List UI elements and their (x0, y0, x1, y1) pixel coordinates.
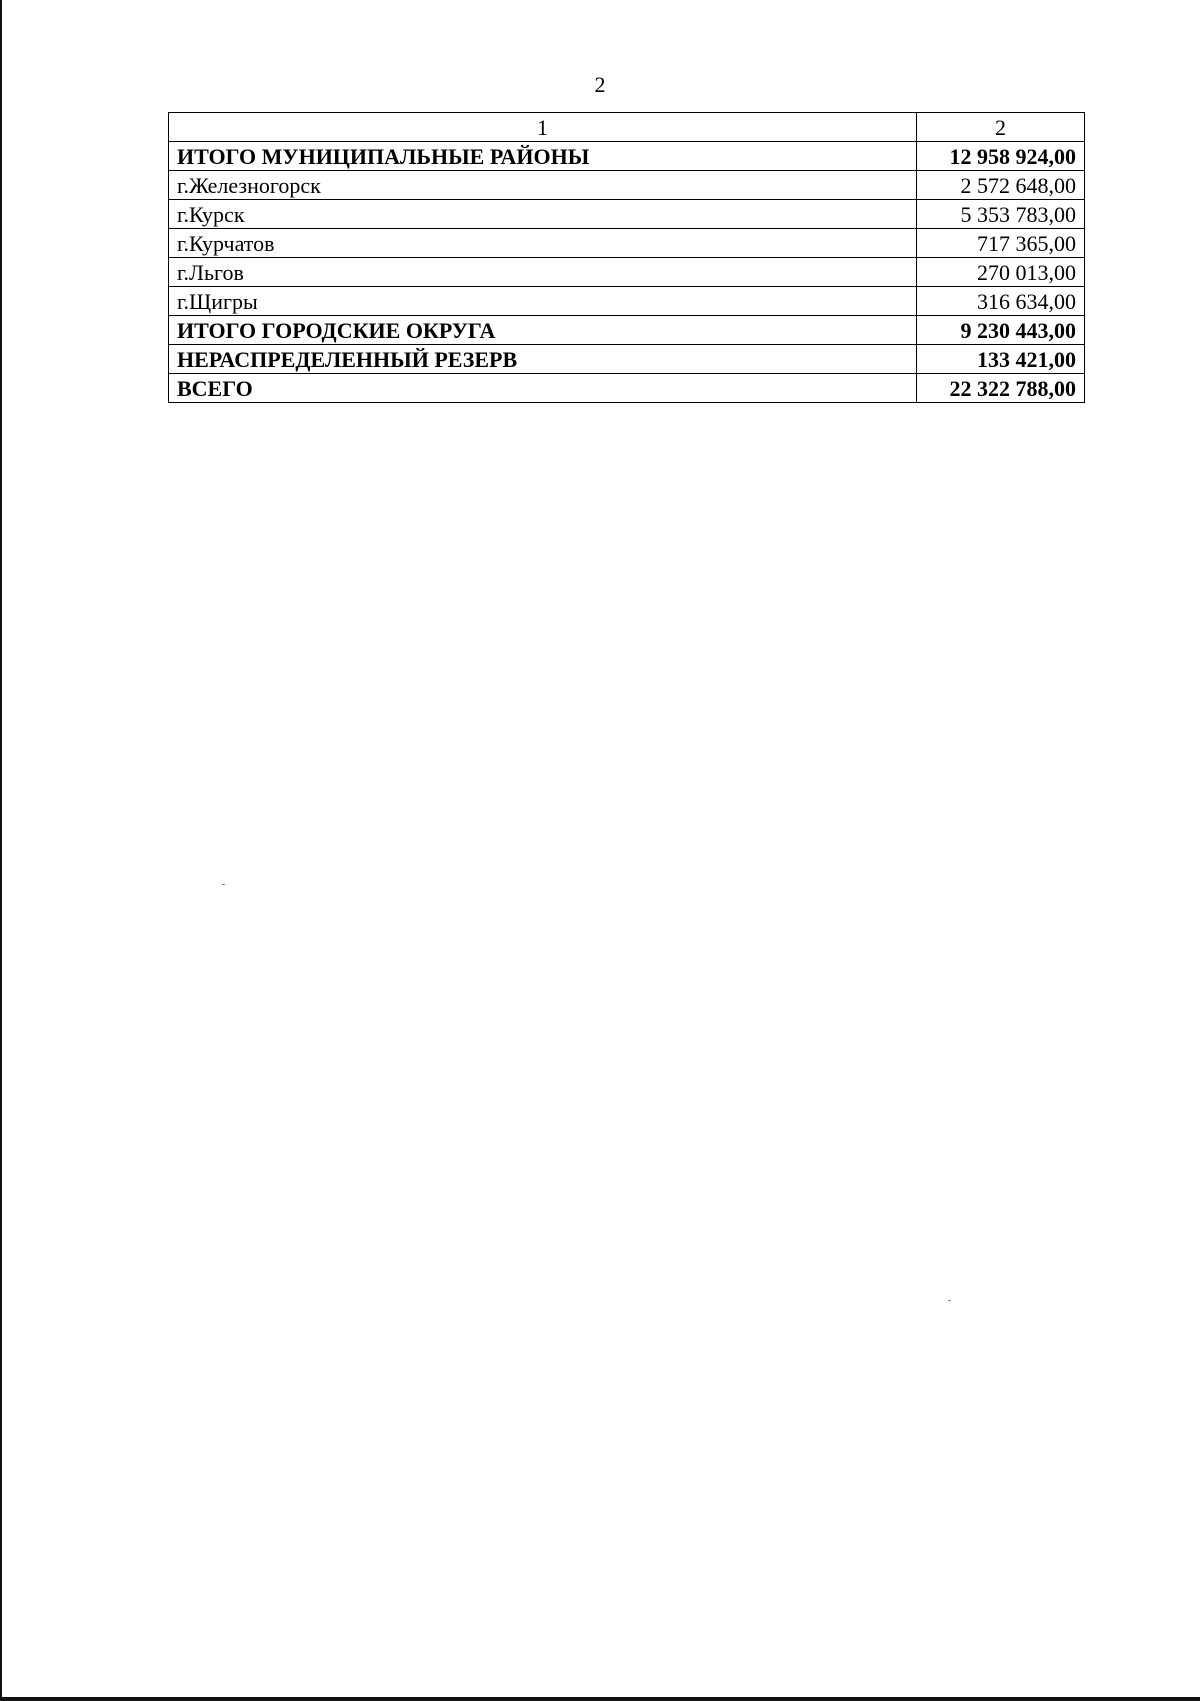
table-row (169, 229, 1085, 258)
row-name: НЕРАСПРЕДЕЛЕННЫЙ РЕЗЕРВ (169, 345, 917, 374)
row-value: 316 634,00 (917, 287, 1085, 316)
column-number-2: 2 (917, 113, 1085, 142)
table-row (169, 142, 1085, 171)
scan-speck (222, 884, 225, 885)
table-row (169, 171, 1085, 200)
row-name: г.Железногорск (169, 171, 917, 200)
row-value: 717 365,00 (917, 229, 1085, 258)
row-name: ИТОГО МУНИЦИПАЛЬНЫЕ РАЙОНЫ (169, 142, 917, 171)
table-row (169, 287, 1085, 316)
row-value: 9 230 443,00 (917, 316, 1085, 345)
scan-left-edge (0, 0, 2, 1701)
scan-bottom-edge (0, 1697, 1200, 1701)
row-name: г.Курчатов (169, 229, 917, 258)
row-value: 270 013,00 (917, 258, 1085, 287)
row-name: ВСЕГО (169, 374, 917, 403)
row-value: 5 353 783,00 (917, 200, 1085, 229)
row-name: ИТОГО ГОРОДСКИЕ ОКРУГА (169, 316, 917, 345)
row-name: г.Курск (169, 200, 917, 229)
table-row (169, 200, 1085, 229)
allocation-table (168, 112, 1085, 403)
column-number-1: 1 (169, 113, 917, 142)
table-header-row (169, 113, 1085, 142)
table-row (169, 316, 1085, 345)
table-row (169, 258, 1085, 287)
row-value: 22 322 788,00 (917, 374, 1085, 403)
table-row (169, 345, 1085, 374)
page-number: 2 (594, 72, 606, 97)
row-name: г.Льгов (169, 258, 917, 287)
table-row (169, 374, 1085, 403)
row-value: 12 958 924,00 (917, 142, 1085, 171)
row-name: г.Щигры (169, 287, 917, 316)
row-value: 133 421,00 (917, 345, 1085, 374)
row-value: 2 572 648,00 (917, 171, 1085, 200)
scan-speck (948, 1300, 951, 1301)
